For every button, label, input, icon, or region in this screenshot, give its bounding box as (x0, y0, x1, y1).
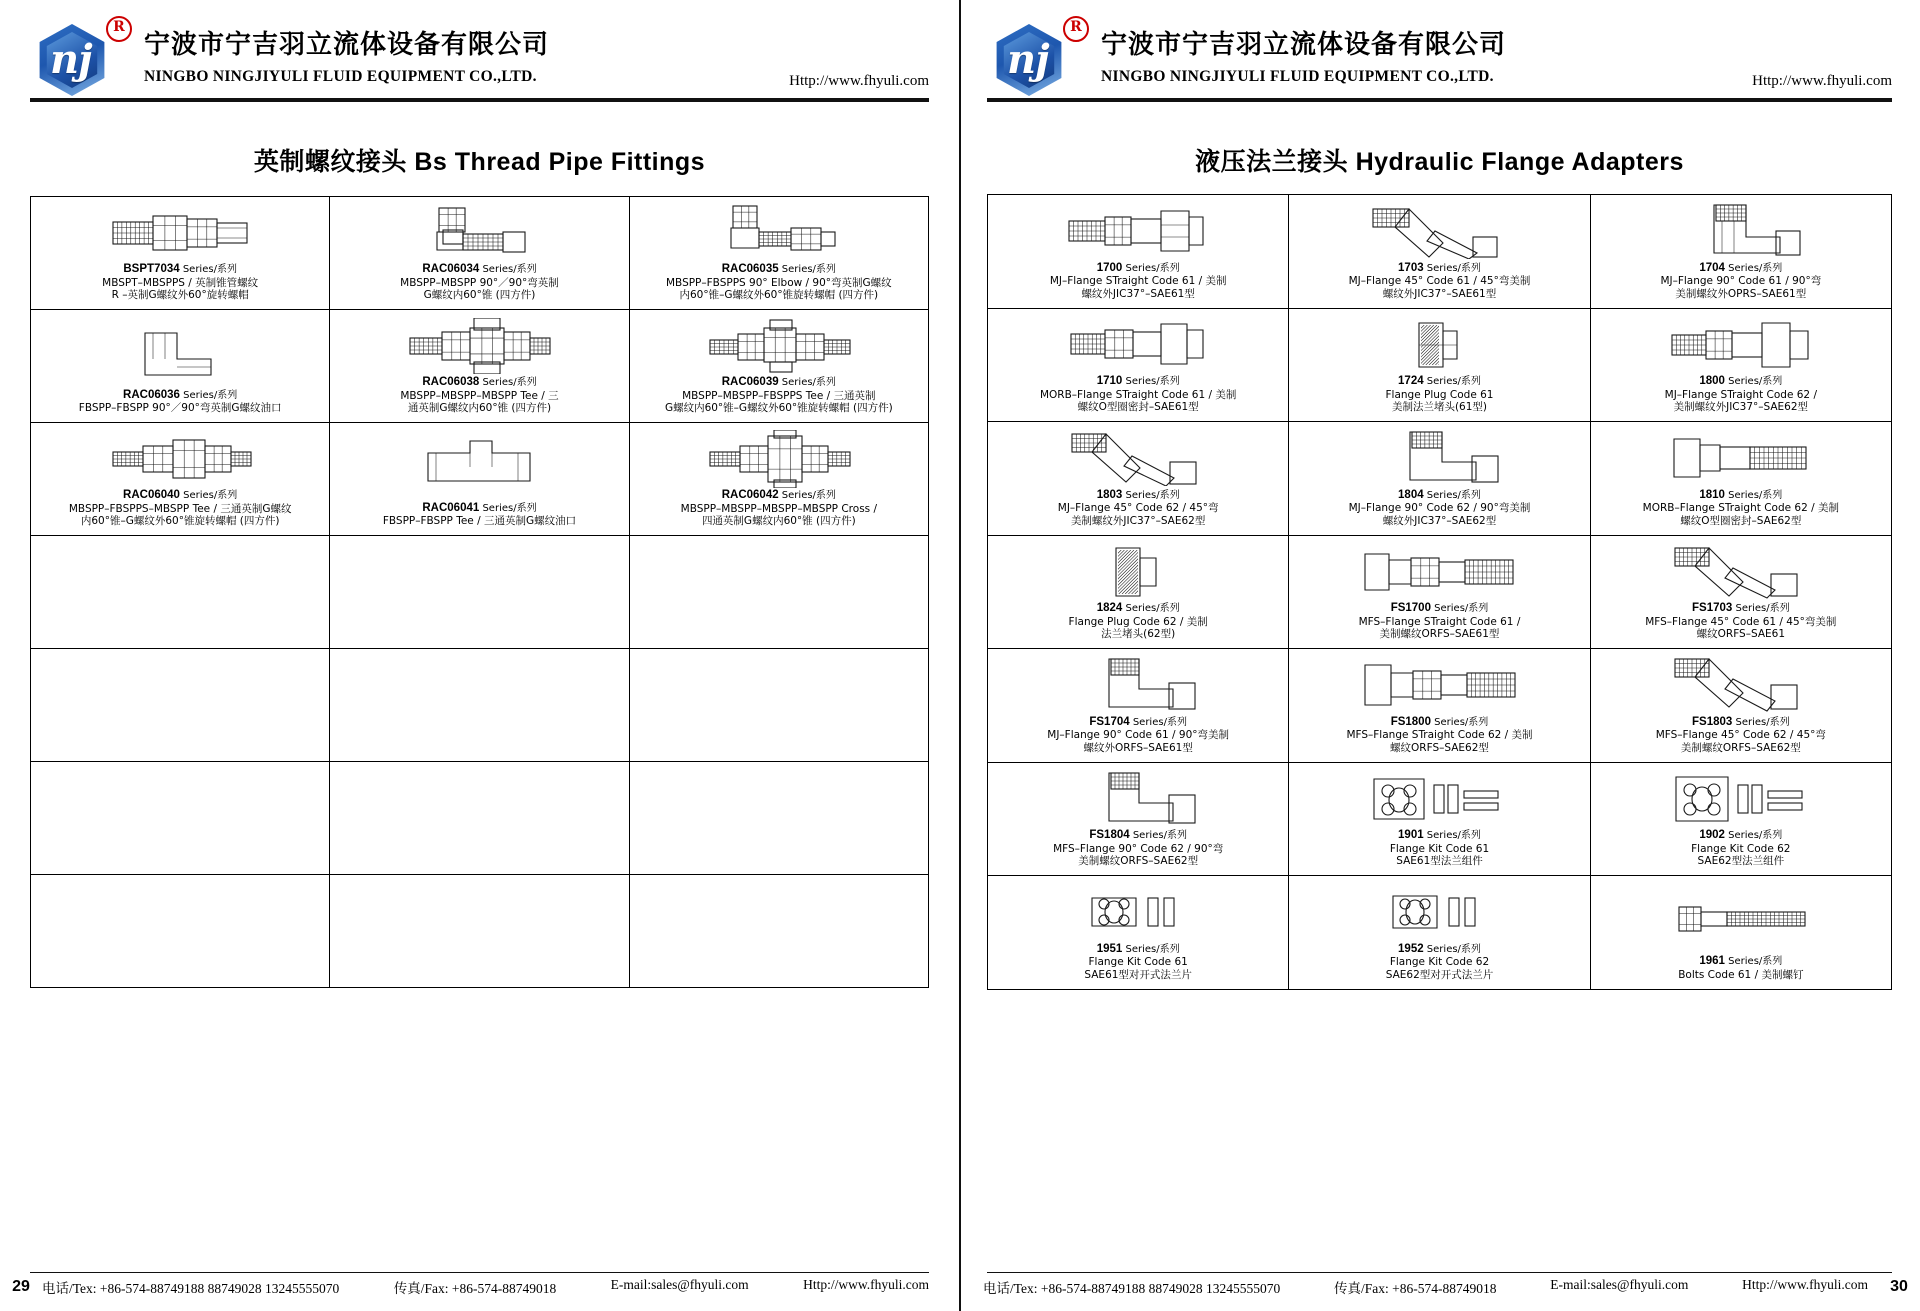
product-caption (1295, 943, 1583, 982)
product-description-line: SAE62型对开式法兰片 (1385, 968, 1494, 981)
company-logo (30, 14, 128, 100)
company-name-en: NINGBO NINGJIYULI FLUID EQUIPMENT CO.,LTD. (144, 68, 537, 85)
company-names (1101, 28, 1506, 86)
product-description-line: 美制螺纹ORFS–SAE61型 (1379, 628, 1500, 641)
product-caption (1597, 602, 1885, 641)
footer-fax: 传真/Fax: +86-574-88749018 (393, 1281, 557, 1296)
product-description-line: MORB–Flange STraight Code 62 / 美制 (1642, 502, 1839, 515)
header-website: Http://www.fhyuli.com (789, 73, 929, 89)
page-title-cn: 英制螺纹接头 (253, 147, 407, 176)
product-caption (994, 375, 1282, 414)
product-description-line: 螺纹外ORFS–SAE61型 (1083, 741, 1193, 754)
product-series-suffix: Series/系列 (1430, 603, 1489, 615)
footer-website: Http://www.fhyuli.com (803, 1277, 929, 1292)
company-names (144, 28, 549, 86)
product-description-line: Flange Plug Code 62 / 美制 (1068, 615, 1208, 628)
product-cell[interactable] (1591, 876, 1892, 990)
flange-straight-icon (994, 201, 1282, 262)
product-series-suffix: Series/系列 (1423, 943, 1481, 955)
product-series: RAC06039 (721, 376, 779, 389)
product-series: FS1800 (1390, 715, 1431, 728)
product-cell[interactable] (1289, 649, 1590, 763)
product-description-line: Flange Kit Code 62 (1389, 956, 1490, 969)
product-series: FS1804 (1089, 829, 1130, 842)
product-cell[interactable] (988, 876, 1289, 990)
product-caption (37, 263, 323, 302)
product-description-line: 螺纹外JIC37°–SAE61型 (1382, 287, 1497, 300)
fitting-elbow90-swivel-icon (636, 203, 922, 263)
product-series-suffix: Series/系列 (1423, 262, 1481, 274)
flange-90-icon (1597, 201, 1885, 262)
product-series-suffix: Series/系列 (1423, 489, 1481, 501)
product-series: 1951 (1096, 942, 1123, 955)
page-header-left (0, 0, 959, 96)
product-series-suffix: Series/系列 (1122, 943, 1180, 955)
product-series-suffix: Series/系列 (179, 490, 238, 502)
fitting-tee-port-icon (336, 429, 622, 502)
product-series: RAC06035 (721, 263, 779, 276)
product-series: 1804 (1398, 488, 1424, 501)
product-series-suffix: Series/系列 (778, 490, 836, 502)
product-series: 1703 (1398, 261, 1424, 274)
product-description-line: 美制法兰堵头(61型) (1391, 401, 1488, 414)
product-caption (336, 502, 622, 528)
page-title-right (959, 142, 1920, 178)
product-description-line: SAE61型法兰组件 (1396, 855, 1483, 868)
product-cell[interactable] (1289, 309, 1590, 423)
product-series-suffix: Series/系列 (1122, 489, 1180, 501)
flange-orfs-45-icon (1597, 542, 1885, 603)
product-series: 1810 (1699, 488, 1725, 501)
product-cell[interactable] (1289, 763, 1590, 877)
product-description-line: G螺纹内60°锥–G螺纹外60°锥旋转螺帽 (四方件) (664, 402, 893, 415)
product-cell[interactable] (1591, 195, 1892, 309)
product-series: RAC06041 (422, 501, 480, 514)
product-series: 1724 (1398, 375, 1424, 388)
product-description-line: 螺纹O型圈密封–SAE61型 (1077, 401, 1199, 414)
product-caption (636, 263, 922, 302)
fitting-tee-swivel-icon (636, 316, 922, 376)
product-series: 1710 (1096, 375, 1123, 388)
product-cell-empty (330, 875, 629, 988)
flange-clamp-62-icon (1295, 882, 1583, 943)
product-description-line: 内60°锥–G螺纹外60°锥旋转螺帽 (四方件) (679, 289, 879, 302)
product-series: FS1704 (1089, 715, 1130, 728)
product-cell[interactable] (31, 310, 330, 423)
product-series: FS1700 (1390, 602, 1431, 615)
product-series: 1902 (1699, 829, 1725, 842)
product-description-line: R –英制G螺纹外60°旋转螺帽 (111, 289, 249, 302)
footer-rule (30, 1272, 929, 1274)
product-description-line: MFS–Flange STraight Code 61 / (1358, 615, 1521, 628)
product-caption (1295, 375, 1583, 414)
product-cell[interactable] (630, 197, 929, 310)
product-description-line: G螺纹内60°锥 (四方件) (423, 289, 536, 302)
page-number: 30 (1890, 1278, 1908, 1295)
product-description-line: 美制螺纹外OPRS–SAE61型 (1675, 287, 1807, 300)
product-cell[interactable] (1591, 536, 1892, 650)
product-series-suffix: Series/系列 (1724, 956, 1783, 968)
product-series: RAC06038 (422, 376, 480, 389)
product-description-line: Flange Kit Code 62 (1691, 842, 1791, 855)
product-series: 1952 (1398, 942, 1424, 955)
company-name-cn: 宁波市宁吉羽立流体设备有限公司 (144, 30, 550, 60)
product-series: RAC06034 (422, 263, 480, 276)
product-description-line: FBSPP–FBSPP Tee / 三通英制G螺纹油口 (382, 515, 577, 528)
product-caption (336, 376, 622, 415)
fitting-tee-icon (336, 316, 622, 376)
flange-kit-62-icon (1597, 769, 1885, 830)
product-caption (1597, 375, 1885, 414)
page-number: 29 (12, 1278, 30, 1295)
flange-kit-61-icon (1295, 769, 1583, 830)
product-description-line: 四通英制G螺纹内60°锥 (四方件) (701, 515, 856, 528)
product-caption (1295, 262, 1583, 301)
product-caption (1597, 955, 1885, 981)
product-description-line: SAE61型对开式法兰片 (1084, 968, 1192, 981)
company-logo (987, 14, 1085, 100)
product-cell[interactable] (1591, 309, 1892, 423)
product-description-line: Flange Kit Code 61 (1088, 956, 1188, 969)
product-caption (37, 489, 323, 528)
product-description-line: 通英制G螺纹内60°锥 (四方件) (407, 402, 552, 415)
product-series: 1803 (1096, 488, 1123, 501)
product-cell-empty (31, 649, 330, 762)
product-description-line: MBSPP–FBSPPS 90° Elbow / 90°弯英制G螺纹 (665, 276, 892, 289)
product-caption (636, 376, 922, 415)
footer-email: E-mail:sales@fhyuli.com (610, 1277, 749, 1292)
company-name-cn: 宁波市宁吉羽立流体设备有限公司 (1101, 30, 1507, 60)
product-caption (994, 829, 1282, 868)
product-description-line: SAE62型法兰组件 (1697, 855, 1785, 868)
flange-orfs-90-62-icon (994, 769, 1282, 830)
footer-phone: 电话/Tex: +86-574-88749188 88749028 13245555070 (983, 1281, 1281, 1296)
product-cell[interactable] (31, 423, 330, 536)
product-cell-empty (630, 762, 929, 875)
product-description-line: Bolts Code 61 / 美制螺钉 (1678, 968, 1804, 981)
product-description-line: MJ–Flange STraight Code 61 / 美制 (1049, 275, 1227, 288)
product-description-line: MFS–Flange STraight Code 62 / 美制 (1346, 729, 1533, 742)
footer-email: E-mail:sales@fhyuli.com (1550, 1277, 1689, 1292)
product-cell-empty (31, 536, 330, 649)
product-series-suffix: Series/系列 (1732, 603, 1790, 615)
page-title-left (0, 142, 959, 178)
product-description-line: 螺纹ORFS–SAE62型 (1390, 741, 1489, 754)
product-cell[interactable] (1591, 763, 1892, 877)
flange-plug-62-icon (994, 542, 1282, 603)
product-description-line: MBSPP–MBSPP–FBSPPS Tee / 三通英制 (682, 389, 876, 402)
product-description-line: MBSPP–MBSPP–MBSPP Tee / 三 (400, 389, 559, 402)
footer-rule (987, 1272, 1892, 1274)
product-description-line: 美制螺纹外JIC37°–SAE62型 (1673, 401, 1809, 414)
product-caption (994, 943, 1282, 982)
product-cell[interactable] (1289, 422, 1590, 536)
product-description-line: Flange Plug Code 61 (1385, 388, 1494, 401)
flange-straight-62-icon (1597, 315, 1885, 376)
product-caption (994, 602, 1282, 641)
flange-plug-icon (1295, 315, 1583, 376)
product-description-line: MORB–Flange STraight Code 61 / 美制 (1039, 388, 1237, 401)
product-series: RAC06040 (123, 489, 180, 502)
product-cell-empty (31, 875, 330, 988)
product-description-line: 美制螺纹ORFS–SAE62型 (1078, 855, 1199, 868)
page-footer-right (959, 1277, 1920, 1297)
product-description-line: MBSPP–MBSPP–MBSPP–MBSPP Cross / (680, 502, 878, 515)
page-title-cn: 液压法兰接头 (1195, 147, 1349, 176)
product-description-line: MJ–Flange 45° Code 61 / 45°弯美制 (1348, 275, 1531, 288)
flange-straight-orb-icon (994, 315, 1282, 376)
product-cell-empty (31, 762, 330, 875)
product-description-line: MFS–Flange 45° Code 62 / 45°弯 (1655, 729, 1826, 742)
product-series-suffix: Series/系列 (1724, 830, 1783, 842)
company-name-en: NINGBO NINGJIYULI FLUID EQUIPMENT CO.,LTD. (1101, 68, 1494, 85)
product-cell[interactable] (1591, 422, 1892, 536)
product-series-suffix: Series/系列 (479, 264, 537, 276)
flange-90-62-icon (1295, 428, 1583, 489)
product-description-line: 美制螺纹外JIC37°–SAE62型 (1070, 514, 1206, 527)
product-caption (994, 262, 1282, 301)
product-series: 1700 (1096, 261, 1123, 274)
product-series-suffix: Series/系列 (1122, 262, 1180, 274)
page-header-right (959, 0, 1920, 96)
registered-trademark-icon: R (106, 16, 132, 42)
product-description-line: MBSPP–MBSPP 90°／90°弯英制 (400, 276, 559, 289)
product-series-suffix: Series/系列 (1122, 376, 1180, 388)
product-description-line: Flange Kit Code 61 (1389, 842, 1490, 855)
catalog-page-right (959, 0, 1920, 1311)
product-caption (37, 389, 323, 415)
flange-orfs-45-62-icon (1597, 655, 1885, 716)
catalog-page-left (0, 0, 959, 1311)
product-series-suffix: Series/系列 (479, 502, 537, 514)
page-footer-left (0, 1277, 959, 1297)
product-caption (1295, 829, 1583, 868)
logo-text: nj (50, 36, 92, 83)
flange-45-62-icon (994, 428, 1282, 489)
product-series-suffix: Series/系列 (1129, 830, 1187, 842)
product-cell-empty (630, 649, 929, 762)
header-rule (987, 98, 1892, 102)
product-description-line: 螺纹O型圈密封–SAE62型 (1680, 514, 1802, 527)
fitting-elbow90-icon (336, 203, 622, 263)
product-cell[interactable] (330, 310, 629, 423)
product-series-suffix: Series/系列 (179, 389, 238, 401)
product-description-line: 螺纹外JIC37°–SAE61型 (1081, 287, 1195, 300)
product-caption (1295, 489, 1583, 528)
flange-orfs-straight-icon (1295, 542, 1583, 603)
product-cell[interactable] (1289, 195, 1590, 309)
product-cell[interactable] (988, 309, 1289, 423)
product-series-suffix: Series/系列 (778, 264, 836, 276)
product-description-line: FBSPP–FBSPP 90°／90°弯英制G螺纹油口 (78, 402, 282, 415)
product-series: 1800 (1699, 375, 1725, 388)
product-description-line: 螺纹ORFS–SAE61 (1696, 628, 1786, 641)
product-cell[interactable] (630, 310, 929, 423)
product-series-suffix: Series/系列 (1122, 603, 1180, 615)
product-cell-empty (630, 536, 929, 649)
flange-45-icon (1295, 201, 1583, 262)
bolt-icon (1597, 882, 1885, 955)
product-description-line: MJ–Flange 90° Code 62 / 90°弯美制 (1348, 502, 1531, 515)
product-cell[interactable] (630, 423, 929, 536)
header-rule (30, 98, 929, 102)
product-description-line: MJ–Flange 90° Code 61 / 90°弯美制 (1047, 729, 1230, 742)
product-caption (336, 263, 622, 302)
product-description-line: 法兰堵头(62型) (1101, 628, 1176, 641)
product-series: 1901 (1398, 829, 1424, 842)
product-caption (1295, 716, 1583, 755)
product-series: 1704 (1699, 261, 1725, 274)
product-grid-right (987, 194, 1892, 990)
flange-orfs-90-icon (994, 655, 1282, 716)
product-series: 1961 (1699, 955, 1725, 968)
product-series: FS1703 (1692, 602, 1733, 615)
product-caption (1295, 602, 1583, 641)
product-cell[interactable] (988, 195, 1289, 309)
product-caption (1597, 262, 1885, 301)
product-series-suffix: Series/系列 (1129, 716, 1187, 728)
product-cell-empty (630, 875, 929, 988)
product-description-line: MJ–Flange 90° Code 61 / 90°弯 (1660, 275, 1822, 288)
page-title-en: Bs Thread Pipe Fittings (414, 148, 706, 176)
logo-text: nj (1007, 36, 1049, 83)
page-title-en: Hydraulic Flange Adapters (1355, 148, 1684, 176)
product-series: RAC06042 (721, 489, 779, 502)
product-cell[interactable] (1289, 536, 1590, 650)
product-series-suffix: Series/系列 (479, 377, 537, 389)
product-cell[interactable] (988, 422, 1289, 536)
product-caption (1597, 716, 1885, 755)
fitting-cross-icon (636, 429, 922, 489)
product-cell[interactable] (988, 536, 1289, 650)
header-website: Http://www.fhyuli.com (1752, 73, 1892, 89)
flange-orfs-straight-62-icon (1295, 655, 1583, 716)
footer-website: Http://www.fhyuli.com (1742, 1277, 1868, 1292)
fitting-elbow-port-icon (37, 316, 323, 389)
product-series-suffix: Series/系列 (179, 264, 237, 276)
product-description-line: 美制螺纹ORFS–SAE62型 (1680, 741, 1801, 754)
product-cell[interactable] (330, 423, 629, 536)
product-description-line: MJ–Flange STraight Code 62 / (1664, 388, 1817, 401)
product-series: 1824 (1096, 602, 1123, 615)
product-series: FS1803 (1692, 715, 1733, 728)
product-series-suffix: Series/系列 (1724, 376, 1783, 388)
product-series-suffix: Series/系列 (1423, 830, 1481, 842)
product-description-line: MJ–Flange 45° Code 62 / 45°弯 (1057, 502, 1219, 515)
product-cell-empty (330, 649, 629, 762)
product-caption (1597, 829, 1885, 868)
footer-fax: 传真/Fax: +86-574-88749018 (1334, 1281, 1497, 1296)
fitting-tee-mid-icon (37, 429, 323, 489)
product-series-suffix: Series/系列 (1724, 489, 1783, 501)
product-caption (636, 489, 922, 528)
product-cell[interactable] (988, 763, 1289, 877)
product-description-line: 内60°锥–G螺纹外60°锥旋转螺帽 (四方件) (80, 515, 280, 528)
product-series-suffix: Series/系列 (1423, 376, 1481, 388)
product-series-suffix: Series/系列 (1732, 716, 1790, 728)
product-series: RAC06036 (123, 388, 180, 401)
product-series-suffix: Series/系列 (778, 377, 836, 389)
product-cell[interactable] (31, 197, 330, 310)
fitting-straight-hex-icon (37, 203, 323, 263)
product-description-line: MFS–Flange 45° Code 61 / 45°弯美制 (1645, 615, 1837, 628)
product-cell[interactable] (1289, 876, 1590, 990)
product-cell-empty (330, 536, 629, 649)
product-cell-empty (330, 762, 629, 875)
flange-clamp-61-icon (994, 882, 1282, 943)
product-cell[interactable] (1591, 649, 1892, 763)
product-caption (994, 716, 1282, 755)
product-grid-left (30, 196, 929, 988)
product-cell[interactable] (988, 649, 1289, 763)
product-caption (1597, 489, 1885, 528)
product-description-line: MFS–Flange 90° Code 62 / 90°弯 (1053, 842, 1224, 855)
product-caption (994, 489, 1282, 528)
product-series-suffix: Series/系列 (1430, 716, 1489, 728)
product-description-line: MBSPP–FBSPPS–MBSPP Tee / 三通英制G螺纹 (68, 502, 292, 515)
registered-trademark-icon: R (1063, 16, 1089, 42)
product-cell[interactable] (330, 197, 629, 310)
product-description-line: 螺纹外JIC37°–SAE62型 (1382, 514, 1497, 527)
product-series: BSPT7034 (123, 263, 180, 276)
product-description-line: MBSPT–MBSPPS / 英制锥管螺纹 (102, 276, 259, 289)
flange-straight-orb62-icon (1597, 428, 1885, 489)
footer-phone: 电话/Tex: +86-574-88749188 88749028 13245555070 (42, 1281, 340, 1296)
product-series-suffix: Series/系列 (1724, 262, 1783, 274)
